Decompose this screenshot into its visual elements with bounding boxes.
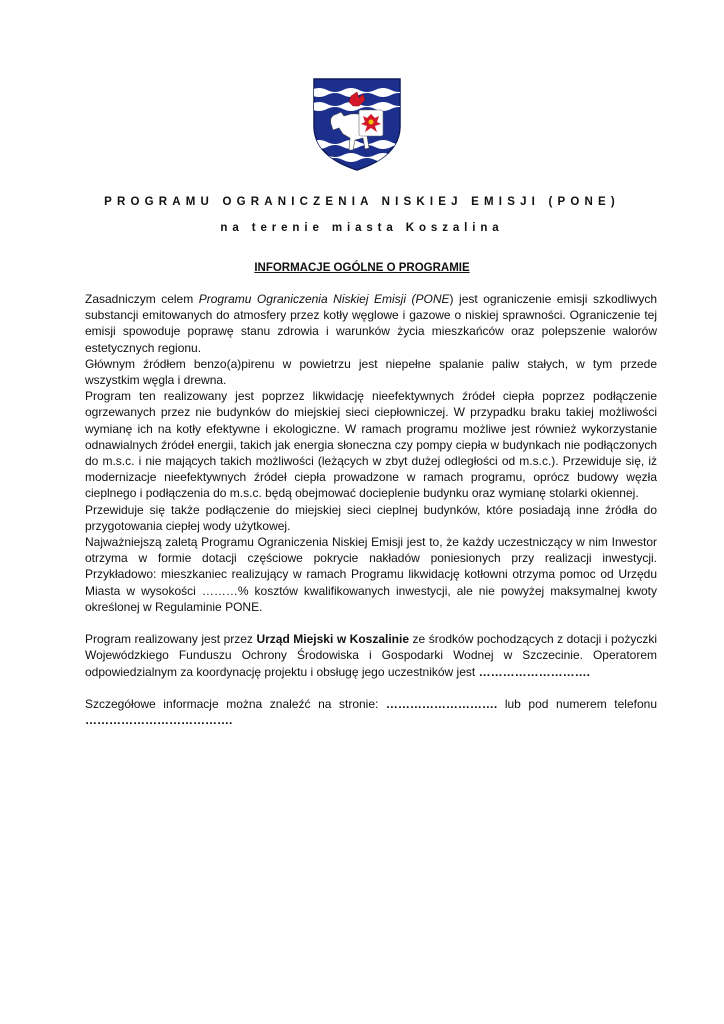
paragraph-contact-text-b: lub pod numerem telefonu [497,697,657,712]
paragraph-hot-water: Przewiduje się także podłączenie do miejskiej sieci cieplnej budynków, które posiadają inne źródła do przygotowania ciepłej wody użytkowej. [85,502,657,533]
paragraph-contact [85,696,657,728]
paragraph-benzopyrene: Głównym źródłem benzo(a)pirenu w powietrzu jest niepełne spalanie paliw stałych, w tym przede wszystkim węgla i drewna. [85,356,657,388]
section-heading: INFORMACJE OGÓLNE O PROGRAMIE [254,262,470,274]
city-office-name: Urząd Miejski w Koszalinie [256,632,410,647]
paragraph-advantage: Najważniejszą zaletą Programu Ograniczenia Niskiej Emisji jest to, że każdy uczestniczący w nim Inwestor otrzyma w formie dotacji częściowe pokrycie nakładów poniesionych przy realizacji inwestycji. Przykładowo: mieszkaniec realizujący w ramach Programu likwidację kotłowni otrzyma pomoc od Urzędu Miasta w wysokości ………% kosztów kwalifikowanych inwestycji, ale nie powyżej maksymalnej kwoty określonej w Regulaminie PONE. [85,535,657,614]
phone-placeholder: ………………………………. [85,713,233,728]
paragraph-goal [85,291,657,356]
program-name-italic: Programu Ograniczenia Niskiej Emisji (PONE [198,292,450,306]
paragraph-operator-text-b: ze środków pochodzących z dotacji i pożyczki Wojewódzkiego Funduszu Ochrony Środowiska i Gospodarki Wodnej w Szczecinie. Operatorem odpowiedzialnym za koordynację projektu i obsługę jego uczestników jest [85,632,658,679]
paragraph-contact-text-a: Szczegółowe informacje można znaleźć na stronie: [85,697,386,712]
paragraph-spacer [85,680,657,696]
paragraph-goal-text-a: Zasadniczym celem [85,292,199,306]
website-placeholder: ………………………. [385,697,498,712]
paragraph-spacer [85,615,657,631]
document-body [85,291,657,728]
operator-placeholder: ………………………. [478,664,590,679]
koszalin-crest-icon [311,76,403,172]
paragraph-goal-text-b: ) jest ograniczenie emisji szkodliwych substancji emitowanych do atmosfery przez kotły węglowe i gazowe o niskiej sprawności. Ograniczenie tej emisji spowoduje poprawę stanu zdrowia i warunków życia mieszkańców oraz polepszenie walorów estetycznych regionu. [85,292,657,355]
document-title: PROGRAMU OGRANICZENIA NISKIEJ EMISJI (PONE) [104,196,620,208]
paragraph-operator-text-a: Program realizowany jest przez [85,632,257,647]
paragraph-implementation: Program ten realizowany jest poprzez likwidację nieefektywnych źródeł ciepła poprzez podłączenie ogrzewanych przez nie budynków do miejskiej sieci ciepłowniczej. W przypadku braku takiej możliwości wymianę ich na kotły efektywne i ekologiczne. W ramach programu możliwe jest również wykorzystanie odnawialnych źródeł energii, takich jak energia słoneczna czy pompy ciepła w budynkach nie podłączonych do m.s.c. i nie mających takich możliwości (leżących w zbyt dużej odległości od m.s.c.). Przewiduje się, iż modernizacje nieefektywnych źródeł ciepła prowadzone w ramach programu, oprócz budowy węzła cieplnego i podłączenia do m.s.c. będą obejmować docieplenie budynku oraz wymianę stolarki okiennej. [85,389,657,501]
document-subtitle: na terenie miasta Koszalina [220,222,504,234]
paragraph-operator [85,631,657,680]
